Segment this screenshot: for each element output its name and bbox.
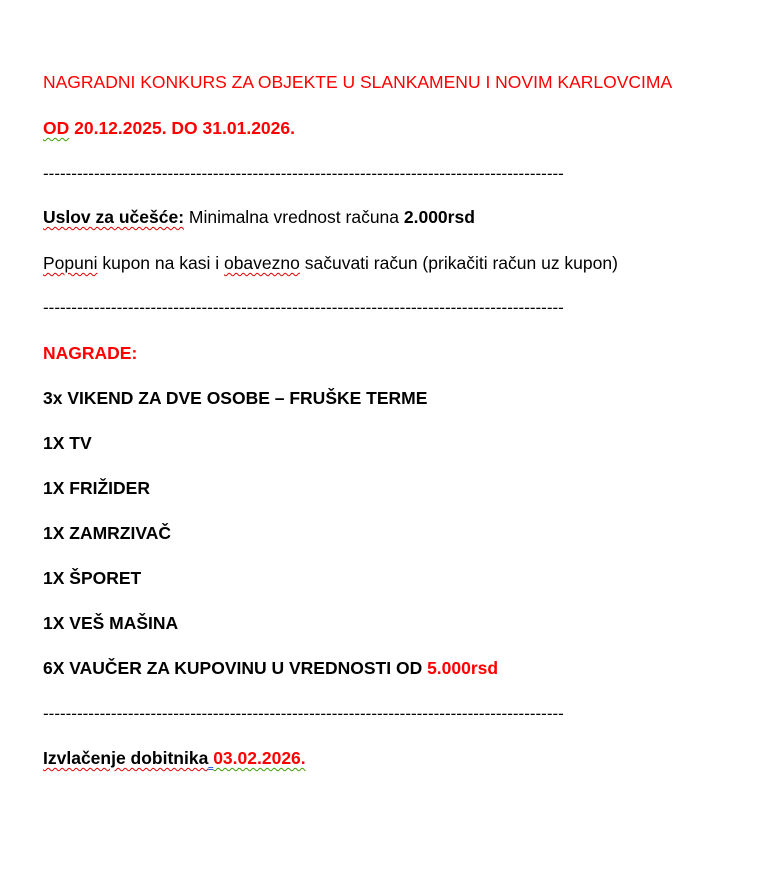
- separator-line: --------------------------------------------------------------------------------------------: [43, 704, 564, 723]
- condition-label: Uslov za učešće:: [43, 207, 185, 227]
- condition-min-amount: 2.000rsd: [403, 207, 475, 227]
- instruction-obavezno: obavezno: [223, 253, 300, 273]
- voucher-text: 6X VAUČER ZA KUPOVINU U VREDNOSTI OD: [43, 658, 428, 678]
- separator-line: --------------------------------------------------------------------------------------------: [43, 298, 564, 317]
- draw-date: 03.02.2026.: [213, 748, 306, 768]
- period-dates: 20.12.2025. DO 31.01.2026.: [69, 118, 295, 138]
- instruction-end: sačuvati račun (prikačiti račun uz kupon): [299, 253, 618, 273]
- instruction-popuni: Popuni: [43, 253, 98, 273]
- period-od: OD: [43, 118, 70, 138]
- prize-item: 1X ŠPORET: [43, 568, 142, 588]
- separator-line: --------------------------------------------------------------------------------------------: [43, 164, 564, 183]
- contest-title: NAGRADNI KONKURS ZA OBJEKTE U SLANKAMENU I NOVIM KARLOVCIMA: [43, 72, 673, 92]
- contest-period: [43, 117, 295, 139]
- instruction-middle: kupon na kasi i: [97, 253, 224, 273]
- draw-label: Izvlačenje dobitnika: [43, 748, 209, 768]
- prizes-heading: NAGRADE:: [43, 343, 138, 363]
- prize-item: 3x VIKEND ZA DVE OSOBE – FRUŠKE TERME: [43, 388, 428, 408]
- condition-min-text: Minimalna vrednost računa: [184, 207, 404, 227]
- prize-item: 1X TV: [43, 433, 92, 453]
- participation-condition: [43, 206, 475, 228]
- coupon-instruction: [43, 252, 618, 274]
- prize-item: 1X ZAMRZIVAČ: [43, 523, 172, 543]
- prize-item-voucher: [43, 657, 498, 679]
- voucher-amount: 5.000rsd: [427, 658, 499, 678]
- draw-announcement: [43, 747, 306, 769]
- prize-item: 1X FRIŽIDER: [43, 478, 150, 498]
- prize-item: 1X VEŠ MAŠINA: [43, 613, 179, 633]
